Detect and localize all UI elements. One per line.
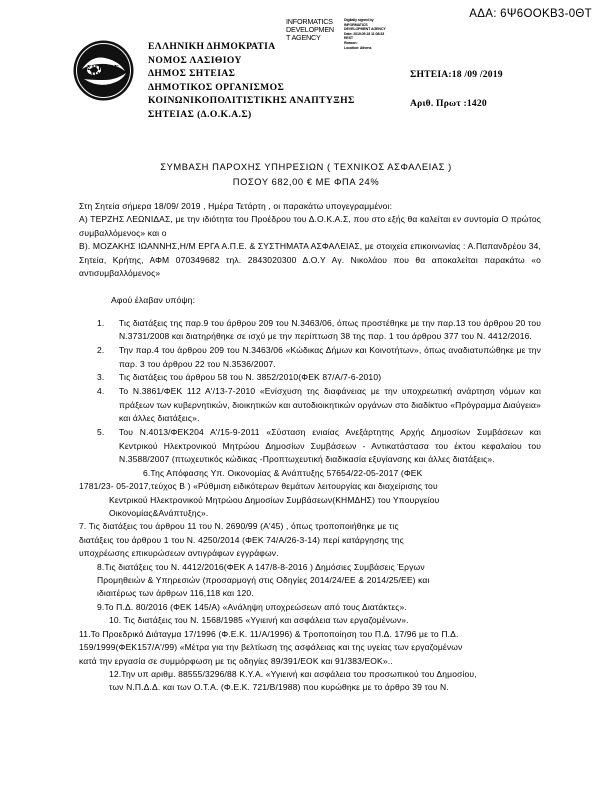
org-line-hellenic-republic: ΕΛΛΗΝΙΚΗ ΔΗΜΟΚΡΑΤΙΑ bbox=[148, 41, 276, 52]
ida-sig-line-5: EEST bbox=[344, 36, 353, 41]
org-line-acronym: ΣΗΤΕΙΑΣ (Δ.Ο.Κ.Α.Σ) bbox=[148, 108, 252, 120]
consideration-12-line-1: 12.Την υπ αριθμ. 88555/3296/88 Κ.Υ.Α. «Υγιεινή και ασφάλεια του προσωπικού του Δημοσίου, bbox=[109, 668, 477, 679]
municipal-seal-icon bbox=[72, 39, 135, 102]
consideration-11-line-1: 11.Το Προεδρικό Διάταγμα 17/1996 (Φ.Ε.Κ. 11/Α/1996) & Τροποποίηση του Π.Δ. 17/96 με το Π.Δ. bbox=[79, 628, 459, 639]
list-item bbox=[79, 426, 541, 466]
ida-sig-line-4: Date: 2019.09.18 11:08:33 bbox=[344, 31, 385, 36]
list-item-number: 3. bbox=[97, 372, 105, 383]
ida-sig-line-7: Location: Athens bbox=[344, 45, 372, 50]
ida-agency-line-3: T AGENCY bbox=[286, 33, 321, 43]
org-line-organization: ΔΗΜΟΤΙΚΟΣ ΟΡΓΑΝΙΣΜΟΣ bbox=[148, 81, 285, 93]
page-title bbox=[56, 160, 556, 189]
list-item-number: 5. bbox=[97, 427, 105, 438]
title-line-1: ΣΥΜΒΑΣΗ ΠΑΡΟΧΗΣ ΥΠΗΡΕΣΙΩΝ ( ΤΕΧΝΙΚΟΣ ΑΣΦΑΛΕΙΑΣ ) bbox=[160, 161, 452, 172]
spacer bbox=[79, 280, 541, 294]
ida-agency-line-1: INFORMATICS bbox=[286, 17, 333, 26]
list-item-text: Το Ν.3861/ΦΕΚ 112 Α'/13-7-2010 «Ενίσχυση της διαφάνειας με την υποχρεωτική ανάρτηση νόμων και πράξεων των κυβερνητικών, διοικητικών και αυτοδιοικητικών οργάνων στο διαδίκτυο «Πρόγραμμα Διαύγεια» και άλλες διατάξεις». bbox=[119, 386, 541, 424]
consideration-9-line-1: 9.Το Π.Δ. 80/2016 (ΦΕΚ 145/Α) «Ανάληψη υποχρεώσεων από τους Διατάκτες». bbox=[97, 601, 407, 612]
having-regard-line: Αφού έλαβαν υπόψη: bbox=[111, 295, 196, 306]
consideration-12-line-2: των Ν.Π.Δ.Δ. και των Ο.Τ.Α. (Φ.Ε.Κ. 721/Β/1988) που κυρώθηκε με το άρθρο 39 του Ν. bbox=[109, 682, 449, 693]
consideration-10-line-1: 10. Τις διατάξεις του Ν. 1568/1985 «Υγιεινή και ασφάλεια των εργαζομένων». bbox=[109, 615, 409, 626]
list-item-text: Του Ν.4013/ΦΕΚ204 Α'/15-9-2011 «Σύσταση ενιαίας Ανεξάρτητης Αρχής Δημοσίων Συμβάσεων και Κεντρικού Ηλεκτρονικού Μητρώου Δημοσίων Συμβάσεων - Αντικατάστασα του έκτου κεφαλαίου του Ν.3588/2007 (πτωχευτικός κώδικας -Προπτωχευτική διαδικασία εξυγίανσης και άλλες διατάξεις». bbox=[119, 427, 541, 464]
ida-sig-line-3: DEVELOPMENT AGENCY bbox=[344, 27, 386, 32]
list-item-number: 1. bbox=[97, 317, 105, 328]
list-item-text: Την παρ.4 του άρθρου 209 του Ν.3463/06 «Κώδικας Δήμων και Κοινοτήτων», όπως αναδιατυπώθηκε με την παρ. 3 του άρθρου 22 του Ν.3536/2007. bbox=[119, 345, 541, 369]
consideration-6-line-3: Κεντρικού Ηλεκτρονικού Μητρώου Δημοσίων Συμβάσεων(ΚΗΜΔΗΣ) του Υπουργείου bbox=[109, 494, 440, 505]
list-item-text: Τις διατάξεις του άρθρου 58 του Ν. 3852/2010(ΦΕΚ 87/Α/7-6-2010) bbox=[119, 372, 382, 383]
svg-text:ΔΗΜΟΣ: ΔΗΜΟΣ bbox=[89, 71, 117, 79]
organization-letterhead bbox=[148, 40, 388, 122]
document-meta bbox=[410, 68, 600, 126]
consideration-7-line-2: διατάξεις του άρθρου 1 του Ν. 4250/2014 (ΦΕΚ 74/Α/26-3-14) περί κατάργησης της bbox=[79, 534, 404, 545]
list-item bbox=[79, 385, 541, 425]
consideration-8-line-3: ιδιαιτέρως των άρθρων 116,118 και 120. bbox=[97, 588, 254, 599]
consideration-7-line-1: 7. Τις διατάξεις του άρθρου 11 του Ν. 2690/99 (Α'45) , όπως τροποποιήθηκε με τις bbox=[79, 521, 399, 532]
list-item bbox=[79, 371, 541, 384]
ida-sig-line-2: INFORMATICS bbox=[344, 22, 368, 27]
consideration-8-line-1: 8.Τις διατάξεις του Ν. 4412/2016(ΦΕΚ Α 147/8-8-2016 ) Δημόσιες Συμβάσεις Έργων bbox=[97, 561, 425, 572]
ida-agency-name bbox=[286, 18, 342, 43]
place-and-date: ΣΗΤΕΙΑ:18 /09 /2019 bbox=[410, 69, 503, 80]
org-line-municipality: ΔΗΜΟΣ ΣΗΤΕΙΑΣ bbox=[148, 68, 236, 80]
list-item-number: 2. bbox=[97, 345, 105, 356]
spacer bbox=[79, 308, 541, 317]
list-item-text: Τις διατάξεις της παρ.9 του άρθρου 209 του Ν.3463/06, όπως προστέθηκε με την παρ.13 του άρθρου 20 του Ν.3731/2008 και διατηρήθηκε σε ισχύ με την περίπτωση 38 της παρ. 1 του άρθρου 377 του Ν. 4412/2016. bbox=[119, 317, 541, 342]
list-item bbox=[79, 344, 541, 371]
protocol-number: Αριθ. Πρωτ :1420 bbox=[410, 98, 487, 109]
consideration-6-line-1: 6.Της Απόφασης Υπ. Οικονομίας & Ανάπτυξης 57654/22-05-2017 (ΦΕΚ bbox=[143, 467, 423, 478]
consideration-6-line-4: Οικονομίας&Ανάπτυξης». bbox=[109, 508, 209, 519]
considerations-list bbox=[79, 317, 541, 466]
consideration-11-line-3: κατά την εργασία σε συμμόρφωση με τις οδηγίες 89/391/ΕΟΚ και 91/383/ΕΟΚ».. bbox=[79, 655, 393, 666]
intro-party-b: Β). ΜΟΖΑΚΗΣ ΙΩΑΝΝΗΣ,Η/Μ ΕΡΓΑ Α.Π.Ε. & ΣΥΣΤΗΜΑΤΑ ΑΣΦΑΛΕΙΑΣ, με στοιχεία επικοινωνίας : Α.Παπανδρέου 34, Σητεία, Κρήτης, ΑΦΜ 070349682 τηλ. 2843020300 Δ.Ο.Υ Αγ. Νικολάου που θα αποκαλείται παρακάτω «ο αντισυμβαλλόμενος» bbox=[79, 241, 541, 279]
ada-code: ΑΔΑ: 6Ψ6ΟΟΚΒ3-0ΘΤ bbox=[469, 8, 592, 20]
document-body bbox=[79, 200, 541, 695]
intro-party-a: Α) ΤΕΡΖΗΣ ΛΕΩΝΙΔΑΣ, με την ιδιότητα του Προέδρου του Δ.Ο.Κ.Α.Σ, που στο εξής θα καλείται εν συντομία Ο πρώτος συμβαλλόμενος» και ο bbox=[79, 214, 541, 238]
list-item bbox=[79, 317, 541, 344]
consideration-7-line-3: υποχρέωσης επικυρώσεων αντιγράφων εγγράφων. bbox=[79, 548, 279, 559]
ida-agency-line-2: DEVELOPMEN bbox=[286, 25, 334, 35]
ida-sig-line-1: Digitally signed by bbox=[344, 18, 374, 22]
org-line-prefecture: ΝΟΜΟΣ ΛΑΣΙΘΙΟΥ bbox=[148, 54, 242, 66]
intro-opening: Στη Σητεία σήμερα 18/09/ 2019 , Ημέρα Τετάρτη , οι παρακάτω υπογεγραμμένοι: bbox=[79, 201, 393, 211]
list-item-number: 4. bbox=[97, 386, 105, 397]
title-line-2: ΠΟΣΟΥ 682,00 € ΜΕ ΦΠΑ 24% bbox=[232, 175, 380, 187]
ida-sig-line-6: Reason: bbox=[344, 40, 358, 45]
consideration-6-line-2: 1781/23- 05-2017,τεύχος Β ) «Ρύθμιση ειδικότερων θεμάτων λειτουργίας και διαχείρισης του bbox=[79, 481, 438, 492]
consideration-11-line-2: 159/1999(ΦΕΚ157/Α'/99) «Μέτρα για την βελτίωση της ασφάλειας και της υγείας των εργαζομένων bbox=[79, 642, 463, 653]
svg-text:ΣΗΤΕΙΑΣ: ΣΗΤΕΙΑΣ bbox=[87, 64, 119, 72]
org-line-development: ΚΟΙΝΩΝΙΚΟΠΟΛΙΤΙΣΤΙΚΗΣ ΑΝΑΠΤΥΞΗΣ bbox=[148, 95, 355, 107]
consideration-8-line-2: Προμηθειών & Υπηρεσιών (προσαρμογή στις Οδηγίες 2014/24/ΕΕ & 2014/25/ΕΕ) και bbox=[97, 575, 430, 586]
